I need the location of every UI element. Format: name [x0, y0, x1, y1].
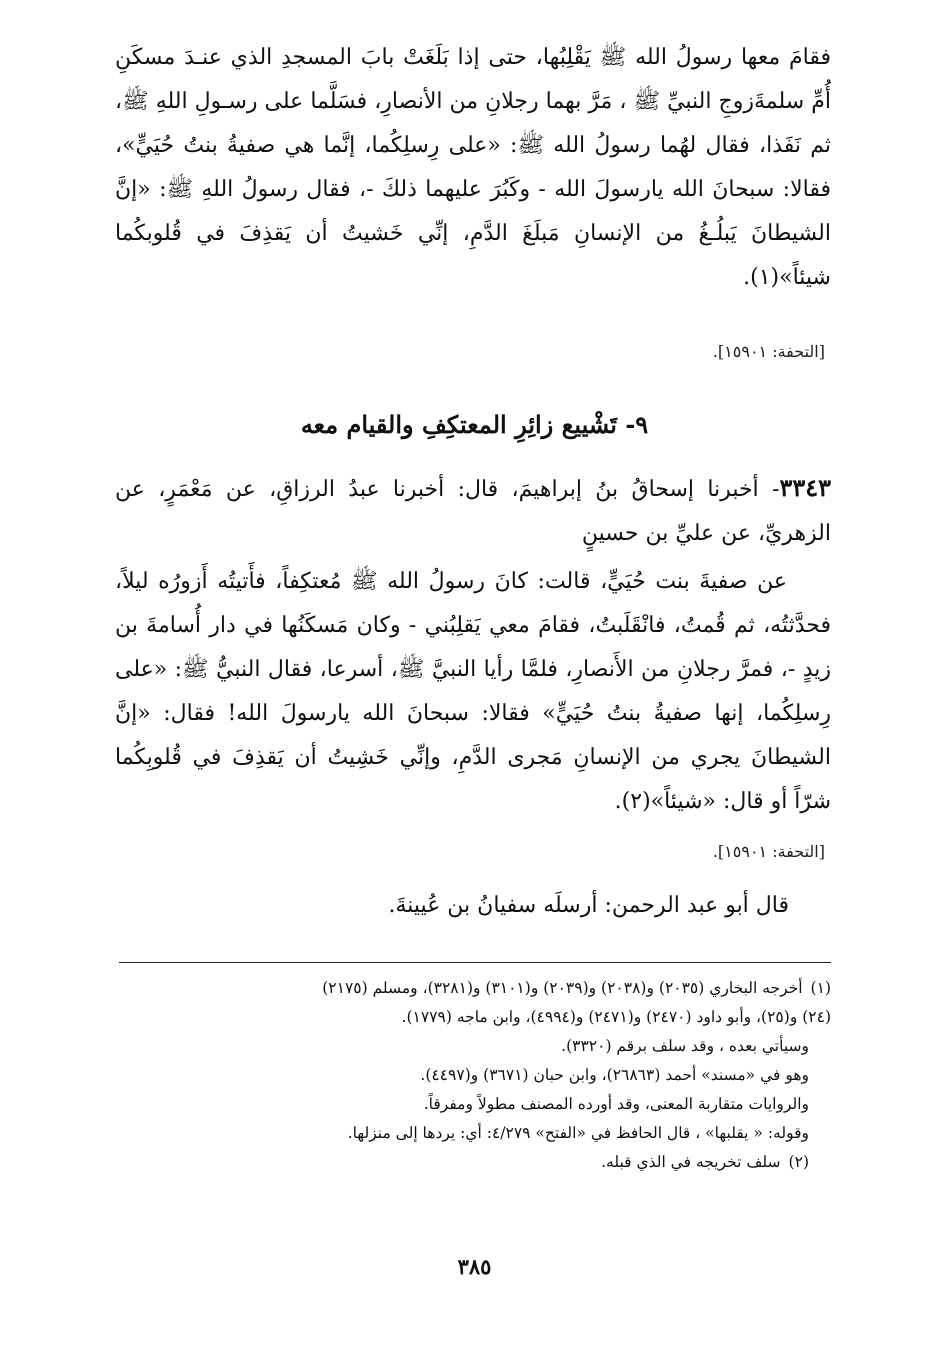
- footnote-1-number: (١): [810, 979, 831, 997]
- reference-tuhfa-2: [التحفة: ١٥٩٠١].: [712, 842, 825, 861]
- section-heading: ٩- تَشْييع زائِرِ المعتكِفِ والقيام معه: [300, 410, 649, 439]
- footnote-1-line-1: [115, 974, 831, 1003]
- hadith-intro-text: - أخبرنا إسحاقُ بنُ إبراهيمَ، قال: أخبرنا عبدُ الرزاقِ، عن مَعْمَرٍ، عن الزهريِّ، عن عليِّ بن حسينٍ: [115, 477, 831, 546]
- footnote-1-line-3: وسيأتي بعده ، وقد سلف برقم (٣٣٢٠).: [561, 1037, 809, 1055]
- footnote-1-text: أخرجه البخاري (٢٠٣٥) و(٢٠٣٨) و(٢٠٣٩) و(٣١٠١) و(٣٢٨١)، ومسلم (٢١٧٥): [322, 979, 803, 997]
- hadith-isnad: [115, 466, 831, 556]
- page-number: ٣٨٥: [457, 1254, 492, 1279]
- footnote-1-line-6: وقوله: « يقلبها» ، قال الحافظ في «الفتح» ٤/٢٧٩: أي: يردها إلى منزلها.: [347, 1124, 809, 1142]
- footnotes: [115, 974, 831, 1177]
- footnote-1-line-5: والروايات متقاربة المعنى، وقد أورده المصنف مطولاً ومفرقاً.: [423, 1095, 809, 1113]
- hadith-matn: عن صفيةَ بنت حُيَيٍّ، قالت: كانَ رسولُ الله ﷺ مُعتكِفاً، فأَتيتُه أَزورُه ليلاً، فحدَّثتُه، ثم قُمتُ، فانْقَلَبتُ، فقامَ معي يَقلِبُني - وكان مَسكَنُها في دار أُسامةَ بن زيدٍ -، فمرَّ رجلانِ من الأَنصارِ، فلمَّا رأيا النبيَّ ﷺ، أسرعا، فقال النبيُّ ﷺ: «على رِسلِكُما، إنها صفيةُ بنتُ حُيَيٍّ» فقالا: سبحانَ الله يارسولَ الله! فقال: «إنَّ الشيطانَ يجري من الإنسانِ مَجرى الدَّمِ، وإنِّي خَشِيتُ أن يَقذِفَ في قُلوبِكُما شرّاً أو قال: «شيئاً»(٢).: [115, 569, 831, 814]
- footnote-2-text: سلف تخريجه في الذي قبله.: [601, 1153, 781, 1171]
- footnote-divider: [119, 962, 831, 963]
- footnote-2: [115, 1148, 831, 1177]
- paragraph-continuation: فقامَ معها رسولُ الله ﷺ يَقْلِبُها، حتى إذا بَلَغَتْ بابَ المسجدِ الذي عنـدَ مسكَنِ أُمِّ سلمةَزوجِ النبيِّ ﷺ ، مَرَّ بهما رجلانِ من الأنصارِ، فسَلَّما على رسـولِ اللهِ ﷺ، ثم نَفَذا، فقال لهُما رسولُ الله ﷺ: «على رِسلِكُما، إنَّما هي صفيةُ بنتُ حُيَيٍّ»، فقالا: سبحانَ الله يارسولَ الله - وكَبُرَ عليهما ذلكَ -، فقال رسولُ اللهِ ﷺ: «إنَّ الشيطانَ يَبلُـغُ من الإنسانِ مَبلَغَ الدَّمِ، إنِّي خَشيتُ أن يَقذِفَ في قُلوبكُما شيئاً»(١).: [115, 45, 831, 290]
- footnote-2-number: (٢): [788, 1153, 809, 1171]
- author-remark: قال أبو عبد الرحمن: أرسلَه سفيانُ بن عُيينةَ.: [388, 893, 789, 918]
- footnote-1-line-4: وهو في «مسند» أحمد (٢٦٨٦٣)، وابن حبان (٣٦٧١) و(٤٤٩٧).: [420, 1066, 809, 1084]
- reference-tuhfa-1: [التحفة: ١٥٩٠١].: [712, 342, 825, 361]
- footnote-1-line-2: (٢٤) و(٢٥)، وأبو داود (٢٤٧٠) و(٢٤٧١) و(٤٩٩٤)، وابن ماجه (١٧٧٩).: [401, 1008, 831, 1026]
- hadith-number: ٣٣٤٣: [779, 473, 831, 502]
